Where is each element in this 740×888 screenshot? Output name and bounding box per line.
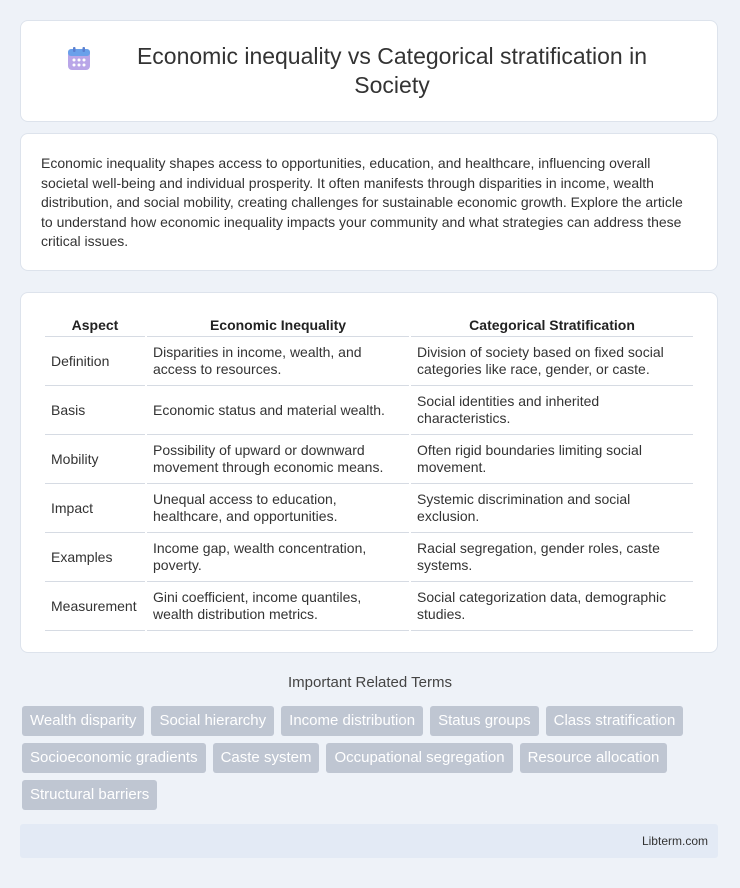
row-aspect: Basis	[45, 386, 145, 435]
title-wrap	[49, 42, 689, 100]
intro-card	[20, 133, 718, 271]
row-economic: Unequal access to education, healthcare, and opportunities.	[147, 484, 409, 533]
row-categorical: Social identities and inherited characteristics.	[411, 386, 693, 435]
row-categorical: Division of society based on fixed social categories like race, gender, or caste.	[411, 337, 693, 386]
related-term-tag[interactable]: Status groups	[430, 706, 539, 736]
related-term-tag[interactable]: Income distribution	[281, 706, 423, 736]
footer-brand[interactable]: Libterm.com	[641, 834, 708, 848]
row-economic: Possibility of upward or downward movement through economic means.	[147, 435, 409, 484]
table-row	[45, 533, 693, 582]
related-term-tag[interactable]: Structural barriers	[22, 780, 157, 810]
row-economic: Economic status and material wealth.	[147, 386, 409, 435]
calendar-icon	[66, 46, 92, 72]
table-header-row	[45, 313, 693, 337]
row-aspect: Examples	[45, 533, 145, 582]
comparison-table-card	[20, 292, 718, 653]
table-row	[45, 435, 693, 484]
row-aspect: Definition	[45, 337, 145, 386]
row-categorical: Systemic discrimination and social exclusion.	[411, 484, 693, 533]
row-aspect: Mobility	[45, 435, 145, 484]
row-economic: Income gap, wealth concentration, poverty.	[147, 533, 409, 582]
related-term-tag[interactable]: Resource allocation	[520, 743, 668, 773]
related-term-tag[interactable]: Caste system	[213, 743, 320, 773]
related-term-tag[interactable]: Class stratification	[546, 706, 684, 736]
header-economic-inequality: Economic Inequality	[147, 313, 409, 337]
related-term-tag[interactable]: Wealth disparity	[22, 706, 144, 736]
row-economic: Disparities in income, wealth, and access to resources.	[147, 337, 409, 386]
row-categorical: Racial segregation, gender roles, caste systems.	[411, 533, 693, 582]
intro-paragraph: Economic inequality shapes access to opportunities, education, and healthcare, influencing overall societal well-being and individual prosperity. It often manifests through disparities in income, wealth distribution, and social mobility, creating challenges for sustainable economic growth. Explore the article to understand how economic inequality impacts your community and what strategies can address these critical issues.	[41, 155, 683, 250]
related-term-tag[interactable]: Social hierarchy	[151, 706, 274, 736]
row-categorical: Social categorization data, demographic studies.	[411, 582, 693, 631]
comparison-table	[43, 313, 695, 631]
related-terms-title: Important Related Terms	[288, 674, 452, 691]
related-terms-list	[22, 706, 722, 810]
table-row	[45, 484, 693, 533]
page-title: Economic inequality vs Categorical stratification in Society	[136, 43, 648, 98]
footer	[20, 824, 718, 858]
title-card	[20, 20, 718, 122]
header-categorical-stratification: Categorical Stratification	[411, 313, 693, 337]
table-row	[45, 386, 693, 435]
row-aspect: Measurement	[45, 582, 145, 631]
row-aspect: Impact	[45, 484, 145, 533]
row-economic: Gini coefficient, income quantiles, wealth distribution metrics.	[147, 582, 409, 631]
related-term-tag[interactable]: Socioeconomic gradients	[22, 743, 206, 773]
table-row	[45, 582, 693, 631]
table-row	[45, 337, 693, 386]
related-term-tag[interactable]: Occupational segregation	[326, 743, 512, 773]
row-categorical: Often rigid boundaries limiting social movement.	[411, 435, 693, 484]
header-aspect: Aspect	[45, 313, 145, 337]
